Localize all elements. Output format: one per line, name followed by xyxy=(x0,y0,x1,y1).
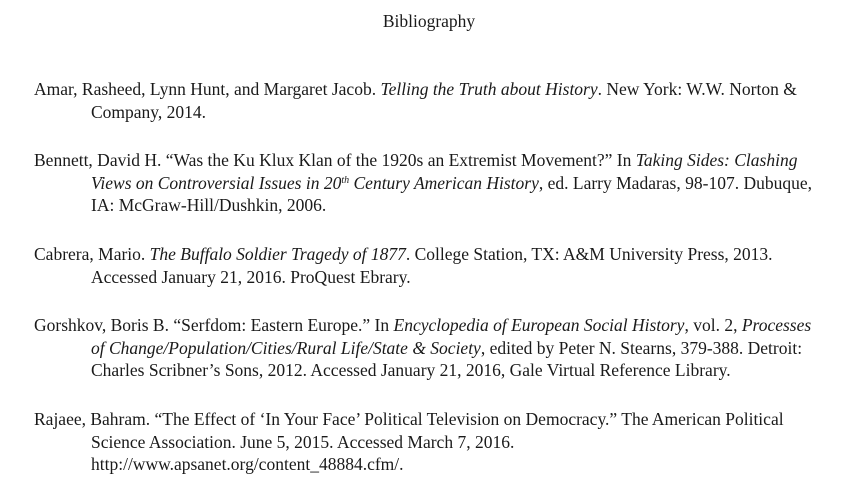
bibliography-entry-bennett xyxy=(34,149,824,217)
entry-text: . College Station, TX: A&M University Press, 2013. Accessed January 21, 2016. ProQuest Ebrary. xyxy=(91,243,773,287)
entry-subtitle-italic: Processes of Change/Population/Cities/Rural Life/State & Society xyxy=(91,315,812,358)
entry-title-part: Taking Sides: Clashing Views on Controversial Issues in 20 xyxy=(91,150,798,193)
bibliography-entry-cabrera xyxy=(34,243,824,288)
entry-text: , vol. 2, xyxy=(684,315,742,336)
superscript-th: th xyxy=(341,174,350,186)
entry-title-italic: The Buffalo Soldier Tragedy of 1877 xyxy=(149,243,406,264)
entry-text: , edited by Peter N. Stearns, 379-388. Detroit: Charles Scribner’s Sons, 2012. Accessed January 21, 2016, Gale Virtual Reference Library. xyxy=(91,337,803,381)
entry-text: Bennett, David H. “Was the Ku Klux Klan of the 1920s an Extremist Movement?” In xyxy=(34,150,636,171)
bibliography-list xyxy=(34,78,824,502)
entry-title-part: Century American History xyxy=(349,172,539,193)
bibliography-heading: Bibliography xyxy=(382,11,476,31)
entry-text: Amar, Rasheed, Lynn Hunt, and Margaret Jacob. xyxy=(34,79,381,99)
bibliography-entry-gorshkov xyxy=(34,314,824,382)
entry-text: Gorshkov, Boris B. “Serfdom: Eastern Europe.” In xyxy=(34,315,394,336)
entry-title-italic: Encyclopedia of European Social History xyxy=(393,315,685,336)
entry-title-italic: Telling the Truth about History xyxy=(380,79,598,99)
entry-text: Cabrera, Mario. xyxy=(34,243,150,264)
entry-text: . New York: W.W. Norton & Company, 2014. xyxy=(91,79,797,122)
entry-text: Rajaee, Bahram. “The Effect of ‘In Your Face’ Political Television on Democracy.” The American Political Science Association. June 5, 2015. Accessed March 7, 2016. http://www.apsanet.org/content_48884.cfm/. xyxy=(34,408,784,475)
bibliography-entry-amar xyxy=(34,78,824,123)
bibliography-entry-rajaee xyxy=(34,408,824,476)
entry-text: , ed. Larry Madaras, 98-107. Dubuque, IA: McGraw-Hill/Dushkin, 2006. xyxy=(91,172,812,216)
